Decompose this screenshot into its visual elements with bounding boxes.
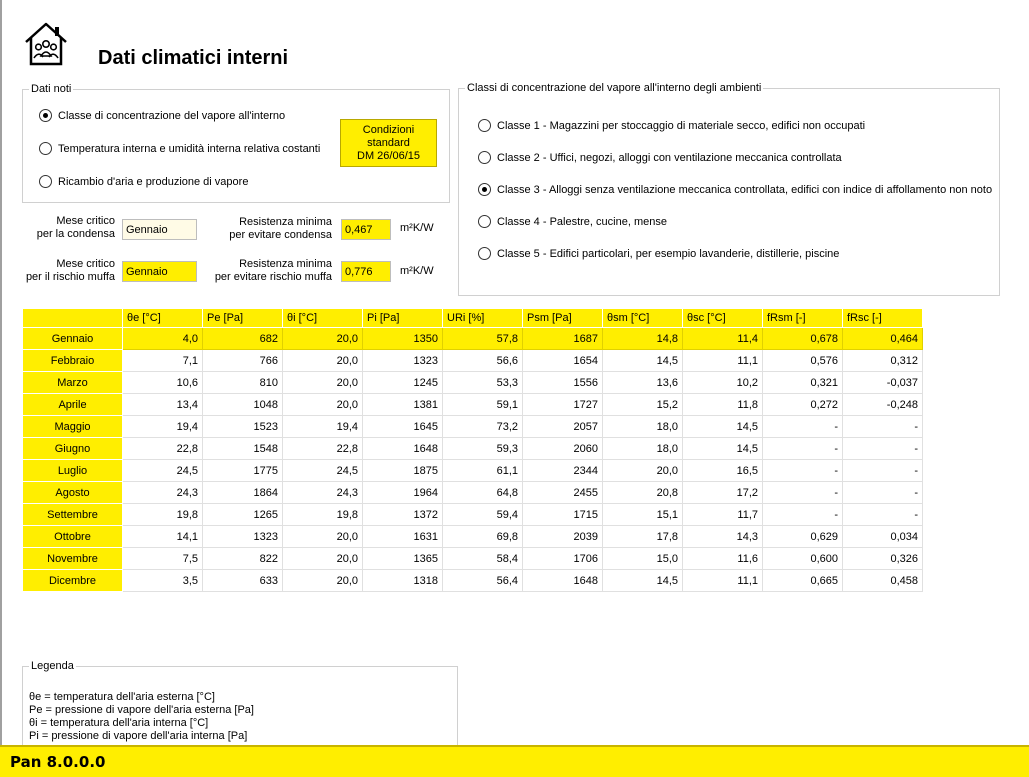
- table-cell: 810: [203, 372, 283, 394]
- table-cell: 0,272: [763, 394, 843, 416]
- table-cell: 4,0: [123, 328, 203, 350]
- table-cell: 19,4: [283, 416, 363, 438]
- table-cell: 22,8: [283, 438, 363, 460]
- table-cell: 14,5: [683, 416, 763, 438]
- table-cell: 1727: [523, 394, 603, 416]
- table-cell: -: [763, 460, 843, 482]
- table-cell: 1645: [363, 416, 443, 438]
- radio-indicator[interactable]: [478, 215, 491, 228]
- table-cell: 10,6: [123, 372, 203, 394]
- month-cell: Luglio: [23, 460, 123, 482]
- table-cell: -: [843, 504, 923, 526]
- table-cell: 15,2: [603, 394, 683, 416]
- table-cell: 20,0: [283, 350, 363, 372]
- table-cell: 1323: [363, 350, 443, 372]
- table-cell: 14,8: [603, 328, 683, 350]
- radio-label: Temperatura interna e umidità interna relativa costanti: [58, 142, 321, 155]
- table-cell: 14,5: [603, 350, 683, 372]
- table-cell: 1654: [523, 350, 603, 372]
- table-header-row: [23, 309, 923, 328]
- table-cell: 1964: [363, 482, 443, 504]
- table-cell: 20,0: [283, 372, 363, 394]
- table-cell: 0,629: [763, 526, 843, 548]
- month-cell: Ottobre: [23, 526, 123, 548]
- table-cell: 20,0: [603, 460, 683, 482]
- column-header: Psm [Pa]: [523, 309, 603, 328]
- table-cell: 15,0: [603, 548, 683, 570]
- radio-classe-1[interactable]: [478, 119, 865, 132]
- month-cell: Febbraio: [23, 350, 123, 372]
- table-cell: 15,1: [603, 504, 683, 526]
- mese-critico-muffa-label: Mese critico per il rischio muffa: [25, 258, 115, 283]
- legenda-line: θe = temperatura dell'aria esterna [°C]: [29, 691, 215, 703]
- table-row: [23, 526, 923, 548]
- table-cell: 0,464: [843, 328, 923, 350]
- table-cell: 1706: [523, 548, 603, 570]
- table-cell: 1048: [203, 394, 283, 416]
- table-cell: -: [843, 460, 923, 482]
- resistenza-muffa-field[interactable]: 0,776: [341, 261, 391, 282]
- table-corner-cell: [23, 309, 123, 328]
- column-header: θsm [°C]: [603, 309, 683, 328]
- table-cell: 61,1: [443, 460, 523, 482]
- radio-classe-4[interactable]: [478, 215, 667, 228]
- table-cell: 57,8: [443, 328, 523, 350]
- table-cell: 1687: [523, 328, 603, 350]
- table-cell: 1631: [363, 526, 443, 548]
- table-cell: 73,2: [443, 416, 523, 438]
- table-row: [23, 482, 923, 504]
- month-cell: Marzo: [23, 372, 123, 394]
- resistenza-muffa-unit: m²K/W: [400, 265, 434, 277]
- table-cell: 7,1: [123, 350, 203, 372]
- mese-critico-condensa-label: Mese critico per la condensa: [36, 215, 115, 240]
- table-cell: -0,248: [843, 394, 923, 416]
- table-cell: 17,2: [683, 482, 763, 504]
- table-cell: 2060: [523, 438, 603, 460]
- table-cell: 11,7: [683, 504, 763, 526]
- table-cell: 20,0: [283, 526, 363, 548]
- status-bar: [0, 745, 1029, 777]
- resistenza-muffa-label: Resistenza minima per evitare rischio muffa: [214, 258, 332, 283]
- radio-indicator[interactable]: [478, 183, 491, 196]
- table-cell: 1648: [363, 438, 443, 460]
- table-cell: 1715: [523, 504, 603, 526]
- table-cell: 18,0: [603, 438, 683, 460]
- table-cell: 24,5: [283, 460, 363, 482]
- table-cell: 0,600: [763, 548, 843, 570]
- table-cell: 24,5: [123, 460, 203, 482]
- table-cell: 1556: [523, 372, 603, 394]
- table-cell: 10,2: [683, 372, 763, 394]
- mese-critico-condensa-field[interactable]: Gennaio: [122, 219, 197, 240]
- version-label: Pan 8.0.0.0: [10, 753, 106, 771]
- column-header: Pi [Pa]: [363, 309, 443, 328]
- table-cell: 59,1: [443, 394, 523, 416]
- table-cell: 20,0: [283, 394, 363, 416]
- month-cell: Settembre: [23, 504, 123, 526]
- table-cell: 11,8: [683, 394, 763, 416]
- table-cell: 14,5: [683, 438, 763, 460]
- table-cell: -: [843, 482, 923, 504]
- table-cell: 16,5: [683, 460, 763, 482]
- table-cell: 58,4: [443, 548, 523, 570]
- climatic-data-table: [22, 308, 923, 592]
- radio-indicator[interactable]: [478, 119, 491, 132]
- table-cell: 20,0: [283, 570, 363, 592]
- table-cell: 13,6: [603, 372, 683, 394]
- column-header: URi [%]: [443, 309, 523, 328]
- month-cell: Agosto: [23, 482, 123, 504]
- table-cell: 11,4: [683, 328, 763, 350]
- table-cell: 56,6: [443, 350, 523, 372]
- table-cell: 24,3: [123, 482, 203, 504]
- table-cell: 7,5: [123, 548, 203, 570]
- radio-indicator[interactable]: [39, 142, 52, 155]
- table-row: [23, 438, 923, 460]
- radio-indicator[interactable]: [39, 109, 52, 122]
- table-cell: 11,6: [683, 548, 763, 570]
- table-cell: 0,678: [763, 328, 843, 350]
- table-cell: 14,1: [123, 526, 203, 548]
- table-cell: 59,4: [443, 504, 523, 526]
- month-cell: Novembre: [23, 548, 123, 570]
- radio-label: Classe 1 - Magazzini per stoccaggio di materiale secco, edifici non occupati: [497, 119, 866, 132]
- table-cell: -: [763, 504, 843, 526]
- table-cell: 1365: [363, 548, 443, 570]
- column-header: fRsm [-]: [763, 309, 843, 328]
- table-cell: 56,4: [443, 570, 523, 592]
- table-cell: 1350: [363, 328, 443, 350]
- table-cell: -: [843, 416, 923, 438]
- table-cell: 1245: [363, 372, 443, 394]
- table-cell: 1381: [363, 394, 443, 416]
- dati-noti-legend: Dati noti: [31, 83, 72, 95]
- legenda-line: θi = temperatura dell'aria interna [°C]: [29, 717, 209, 729]
- column-header: θe [°C]: [123, 309, 203, 328]
- radio-indicator[interactable]: [478, 247, 491, 260]
- condizioni-standard-button[interactable]: Condizioni standard DM 26/06/15: [340, 119, 437, 167]
- table-row: [23, 504, 923, 526]
- table-cell: 11,1: [683, 350, 763, 372]
- table-row: [23, 416, 923, 438]
- table-cell: 11,1: [683, 570, 763, 592]
- table-cell: 0,321: [763, 372, 843, 394]
- table-row: [23, 460, 923, 482]
- table-cell: -: [763, 438, 843, 460]
- table-cell: 1875: [363, 460, 443, 482]
- resistenza-condensa-field[interactable]: 0,467: [341, 219, 391, 240]
- table-cell: 14,3: [683, 526, 763, 548]
- column-header: θsc [°C]: [683, 309, 763, 328]
- table-cell: 0,312: [843, 350, 923, 372]
- table-cell: 1323: [203, 526, 283, 548]
- table-cell: 0,665: [763, 570, 843, 592]
- table-cell: 1372: [363, 504, 443, 526]
- month-cell: Gennaio: [23, 328, 123, 350]
- table-cell: 0,034: [843, 526, 923, 548]
- resistenza-condensa-unit: m²K/W: [400, 222, 434, 234]
- table-cell: 19,8: [123, 504, 203, 526]
- house-people-icon: [22, 20, 70, 68]
- table-cell: 20,0: [283, 548, 363, 570]
- table-cell: 1648: [523, 570, 603, 592]
- resistenza-condensa-label: Resistenza minima per evitare condensa: [229, 216, 332, 241]
- table-cell: 20,0: [283, 328, 363, 350]
- month-cell: Maggio: [23, 416, 123, 438]
- table-row: [23, 372, 923, 394]
- table-cell: 0,458: [843, 570, 923, 592]
- table-cell: 20,8: [603, 482, 683, 504]
- table-row: [23, 394, 923, 416]
- table-cell: 2455: [523, 482, 603, 504]
- table-cell: 1775: [203, 460, 283, 482]
- month-cell: Aprile: [23, 394, 123, 416]
- month-cell: Giugno: [23, 438, 123, 460]
- table-cell: 2039: [523, 526, 603, 548]
- table-row: [23, 570, 923, 592]
- table-row: [23, 350, 923, 372]
- table-cell: -: [763, 416, 843, 438]
- window-left-edge: [0, 0, 2, 745]
- radio-label: Classe 2 - Uffici, negozi, alloggi con ventilazione meccanica controllata: [497, 151, 842, 164]
- table-cell: 0,576: [763, 350, 843, 372]
- radio-label: Classe 5 - Edifici particolari, per esempio lavanderie, distillerie, piscine: [497, 247, 840, 260]
- table-cell: -: [843, 438, 923, 460]
- table-cell: 13,4: [123, 394, 203, 416]
- table-cell: 59,3: [443, 438, 523, 460]
- radio-classe-3[interactable]: [478, 183, 992, 196]
- table-cell: 1265: [203, 504, 283, 526]
- table-cell: 69,8: [443, 526, 523, 548]
- table-cell: -0,037: [843, 372, 923, 394]
- month-cell: Dicembre: [23, 570, 123, 592]
- legenda-line: Pe = pressione di vapore dell'aria esterna [Pa]: [29, 704, 254, 716]
- radio-indicator[interactable]: [39, 175, 52, 188]
- radio-label: Classe di concentrazione del vapore all'interno: [58, 109, 286, 122]
- table-row: [23, 548, 923, 570]
- column-header: θi [°C]: [283, 309, 363, 328]
- table-cell: 64,8: [443, 482, 523, 504]
- table-cell: 822: [203, 548, 283, 570]
- table-cell: 1318: [363, 570, 443, 592]
- table-cell: 1523: [203, 416, 283, 438]
- table-row: [23, 328, 923, 350]
- radio-temperatura-costante[interactable]: [39, 142, 320, 155]
- column-header: Pe [Pa]: [203, 309, 283, 328]
- table-cell: 633: [203, 570, 283, 592]
- radio-label: Classe 3 - Alloggi senza ventilazione meccanica controllata, edifici con indice di affollamento non noto: [497, 183, 993, 196]
- table-cell: 2057: [523, 416, 603, 438]
- classi-legend: Classi di concentrazione del vapore all'interno degli ambienti: [467, 82, 762, 94]
- legenda-legend: Legenda: [31, 660, 74, 672]
- radio-classe-5[interactable]: [478, 247, 839, 260]
- radio-indicator[interactable]: [478, 151, 491, 164]
- table-cell: 19,8: [283, 504, 363, 526]
- table-cell: 53,3: [443, 372, 523, 394]
- table-cell: 1548: [203, 438, 283, 460]
- legenda-line: Pi = pressione di vapore dell'aria interna [Pa]: [29, 730, 248, 742]
- table-cell: -: [763, 482, 843, 504]
- mese-critico-muffa-field[interactable]: Gennaio: [122, 261, 197, 282]
- table-cell: 3,5: [123, 570, 203, 592]
- radio-label: Ricambio d'aria e produzione di vapore: [58, 175, 249, 188]
- column-header: fRsc [-]: [843, 309, 923, 328]
- table-cell: 0,326: [843, 548, 923, 570]
- table-cell: 682: [203, 328, 283, 350]
- radio-ricambio-aria[interactable]: [39, 175, 248, 188]
- table-cell: 2344: [523, 460, 603, 482]
- table-cell: 24,3: [283, 482, 363, 504]
- table-cell: 1864: [203, 482, 283, 504]
- table-cell: 22,8: [123, 438, 203, 460]
- table-cell: 18,0: [603, 416, 683, 438]
- table-cell: 17,8: [603, 526, 683, 548]
- radio-classe-2[interactable]: [478, 151, 842, 164]
- table-cell: 14,5: [603, 570, 683, 592]
- radio-label: Classe 4 - Palestre, cucine, mense: [497, 215, 667, 228]
- radio-classe-concentrazione[interactable]: [39, 109, 285, 122]
- table-cell: 19,4: [123, 416, 203, 438]
- table-cell: 766: [203, 350, 283, 372]
- page-title: Dati climatici interni: [98, 47, 289, 69]
